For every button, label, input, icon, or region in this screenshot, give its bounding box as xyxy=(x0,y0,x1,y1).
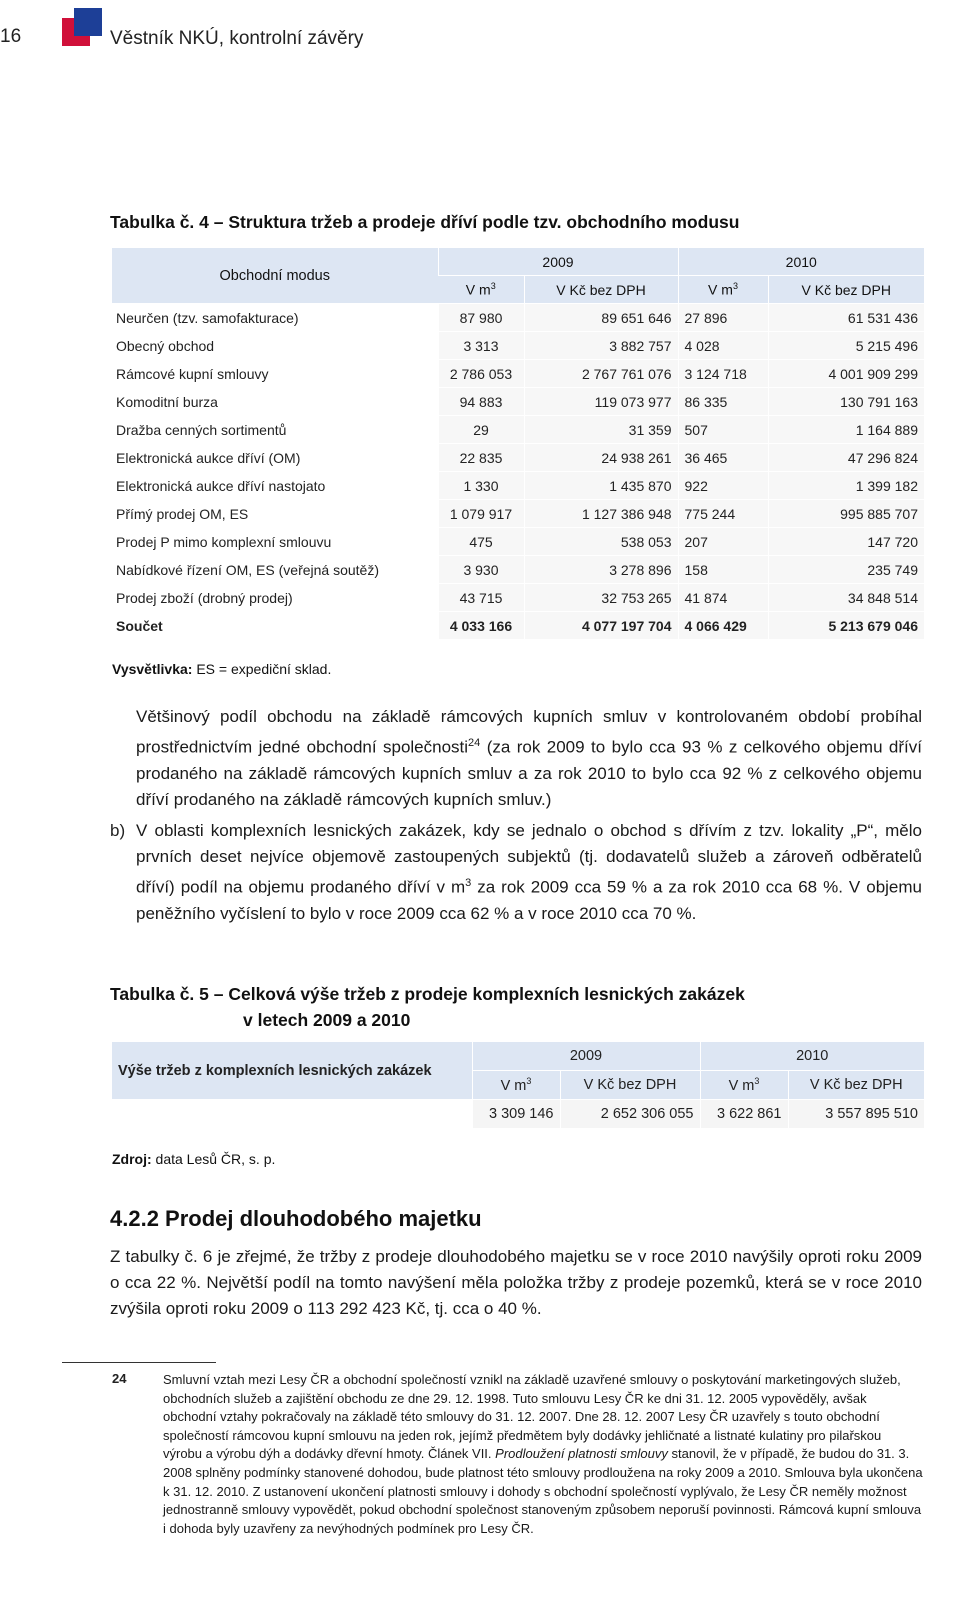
cell-m3-2009: 475 xyxy=(438,528,524,556)
table5-value-row xyxy=(112,1100,924,1129)
nku-logo xyxy=(62,8,102,48)
cell-kc-2009: 24 938 261 xyxy=(524,444,678,472)
row-label: Přímý prodej OM, ES xyxy=(112,500,438,528)
note-text: ES = expediční sklad. xyxy=(192,661,332,677)
row-label: Obecný obchod xyxy=(112,332,438,360)
cell-m3-2009: 3 930 xyxy=(438,556,524,584)
cell-m3-2010: 41 874 xyxy=(678,584,768,612)
footnote-ref-24[interactable]: 24 xyxy=(468,737,481,749)
table-row xyxy=(112,584,924,612)
cell-m3-2009: 43 715 xyxy=(438,584,524,612)
table4-col-kc-2010: V Kč bez DPH xyxy=(768,276,924,304)
total-m3-2009: 4 033 166 xyxy=(438,612,524,640)
cell-kc-2010: 1 164 889 xyxy=(768,416,924,444)
row-label: Prodej zboží (drobný prodej) xyxy=(112,584,438,612)
cell-kc-2010: 4 001 909 299 xyxy=(768,360,924,388)
para1-text-a: Většinový podíl obchodu na základě rámcových kupních smluv v kontrolovaném období probíhal prostřednictvím jedné obchodní společnosti xyxy=(136,707,922,757)
cell-kc-2009: 31 359 xyxy=(524,416,678,444)
running-header: Věstník NKÚ, kontrolní závěry xyxy=(110,28,364,49)
table5-empty-cell xyxy=(112,1100,472,1129)
table5-year1: 2009 xyxy=(472,1042,700,1071)
cell-m3-2009: 1 330 xyxy=(438,472,524,500)
table5-val-kc-2009: 2 652 306 055 xyxy=(560,1100,700,1129)
page-number: 16 xyxy=(0,26,22,47)
cell-kc-2010: 995 885 707 xyxy=(768,500,924,528)
footnote-text-a: Smluvní vztah mezi Lesy ČR a obchodní společností vznikl na základě uzavřené smlouvy o poskytování marketingových služeb, obchodních služeb a zajištění obchodu ze dne 29. 12. 1998. Tuto smlouvu Lesy ČR ke dni 31. 12. 2005 vypověděly, avšak obchodní vztahy pokračovaly na základě této smlouvy do 31. 12. 2007. Dne 28. 12. 2007 Lesy ČR uzavřely s touto obchodní společností rámcovou kupní smlouvu na jeden rok, jejímž předmětem byly dodávky jehličnaté a listnaté kulatiny pro pilařskou výrobu a výrobu dýh a dodávky dřevní hmoty. Článek VII. xyxy=(163,1372,901,1462)
cell-m3-2009: 2 786 053 xyxy=(438,360,524,388)
cell-m3-2010: 4 028 xyxy=(678,332,768,360)
table-total-row xyxy=(112,612,924,640)
table5-val-m3-2010: 3 622 861 xyxy=(700,1100,788,1129)
table5-row-label: Výše tržeb z komplexních lesnických zakázek xyxy=(112,1042,472,1100)
cell-m3-2010: 775 244 xyxy=(678,500,768,528)
cell-m3-2010: 86 335 xyxy=(678,388,768,416)
table-row xyxy=(112,528,924,556)
row-label: Dražba cenných sortimentů xyxy=(112,416,438,444)
cell-kc-2010: 130 791 163 xyxy=(768,388,924,416)
cell-kc-2010: 5 215 496 xyxy=(768,332,924,360)
para2-text-a: V oblasti komplexních lesnických zakázek, kdy se jednalo o obchod s dřívím z tzv. lokality „P“, mělo prvních deset nejvíce objemově zastoupených subjektů (tj. dodavatelů služeb a zároveň odběratelů dříví) podíl na objemu prodaného dříví v m xyxy=(136,821,922,897)
table5-col-m3-2009: V $m^3$ xyxy=(472,1071,560,1100)
footnote-text-b: stanovil, že v případě, že budou do 31. 3. 2008 splněny podmínky stanovené dohodou, bude platnost této smlouvy prodloužena na roky 2009 a 2010. Smlouva byla ukončena k 31. 12. 2010. Z ustanovení ukončení platnosti smlouvy i dohody s obchodní společností vyplývalo, že Lesy ČR neměly možnost jednostranně smlouvy vypovědět, pokud obchodní společnost stanoveným způsobem neporuší povinnosti. Rámcová kupní smlouva i dohoda byly uzavřeny za nevýhodných podmínek pro Lesy ČR. xyxy=(163,1446,923,1536)
cell-m3-2010: 158 xyxy=(678,556,768,584)
table-row xyxy=(112,444,924,472)
cell-kc-2010: 235 749 xyxy=(768,556,924,584)
cell-kc-2009: 3 882 757 xyxy=(524,332,678,360)
total-label: Součet xyxy=(112,612,438,640)
section-paragraph: Z tabulky č. 6 je zřejmé, že tržby z prodeje dlouhodobého majetku se v roce 2010 navýšily oproti roku 2009 o cca 22 %. Největší podíl na tomto navýšení měla položka tržby z prodeje pozemků, která se v roce 2010 zvýšila oproti roku 2009 o 113 292 423 Kč, tj. cca o 40 %. xyxy=(110,1247,922,1318)
cell-m3-2009: 94 883 xyxy=(438,388,524,416)
table4 xyxy=(112,248,924,640)
cell-m3-2009: 1 079 917 xyxy=(438,500,524,528)
cell-m3-2009: 29 xyxy=(438,416,524,444)
table5-year2: 2010 xyxy=(700,1042,924,1071)
row-label: Rámcové kupní smlouvy xyxy=(112,360,438,388)
cell-m3-2010: 922 xyxy=(678,472,768,500)
para2-sup: 3 xyxy=(465,877,472,889)
para1-text-b: (za rok 2009 to bylo cca 93 % z celkového objemu dříví prodaného na základě rámcových kupních smluv a za rok 2010 to bylo cca 92 % z celkového objemu dříví prodaného na základě rámcových kupních smluv.) xyxy=(136,737,922,809)
cell-m3-2010: 507 xyxy=(678,416,768,444)
cell-m3-2010: 3 124 718 xyxy=(678,360,768,388)
section-heading: 4.2.2 Prodej dlouhodobého majetku xyxy=(110,1206,482,1231)
row-label: Elektronická aukce dříví (OM) xyxy=(112,444,438,472)
cell-kc-2009: 119 073 977 xyxy=(524,388,678,416)
row-label: Neurčen (tzv. samofakturace) xyxy=(112,304,438,332)
cell-m3-2010: 27 896 xyxy=(678,304,768,332)
total-m3-2010: 4 066 429 xyxy=(678,612,768,640)
table-row xyxy=(112,360,924,388)
cell-kc-2010: 47 296 824 xyxy=(768,444,924,472)
total-kc-2009: 4 077 197 704 xyxy=(524,612,678,640)
cell-m3-2009: 22 835 xyxy=(438,444,524,472)
table5-caption-line1: Tabulka č. 5 – Celková výše tržeb z prodeje komplexních lesnických zakázek xyxy=(110,984,745,1004)
table4-col-kc-2009: V Kč bez DPH xyxy=(524,276,678,304)
table-row xyxy=(112,416,924,444)
table4-col-m3-2010: V $m^3$ xyxy=(678,276,768,304)
para2-text-b: za rok 2009 cca 59 % a za rok 2010 cca 68 %. V objemu peněžního vyčíslení to bylo v roce 2009 cca 62 % a v roce 2010 cca 70 %. xyxy=(136,877,922,923)
table5-val-m3-2009: 3 309 146 xyxy=(472,1100,560,1129)
table4-header-year2: 2010 xyxy=(678,248,924,276)
footnote-number: 24 xyxy=(112,1371,127,1386)
table4-header-year1: 2009 xyxy=(438,248,678,276)
row-label: Prodej P mimo komplexní smlouvu xyxy=(112,528,438,556)
cell-m3-2010: 36 465 xyxy=(678,444,768,472)
cell-kc-2009: 538 053 xyxy=(524,528,678,556)
cell-kc-2010: 1 399 182 xyxy=(768,472,924,500)
table5-col-m3-2010: V $m^3$ xyxy=(700,1071,788,1100)
cell-kc-2009: 2 767 761 076 xyxy=(524,360,678,388)
table4-header-mode: Obchodní modus xyxy=(112,248,438,304)
paragraph-majority-share xyxy=(136,704,922,813)
table4-year-header-row xyxy=(112,248,924,276)
cell-kc-2010: 147 720 xyxy=(768,528,924,556)
table5-year-row xyxy=(112,1042,924,1071)
table5-source xyxy=(112,1151,275,1167)
cell-kc-2009: 89 651 646 xyxy=(524,304,678,332)
source-text: data Lesů ČR, s. p. xyxy=(151,1151,276,1167)
table4-col-m3-2009: V $m^3$ xyxy=(438,276,524,304)
cell-kc-2009: 1 127 386 948 xyxy=(524,500,678,528)
cell-kc-2009: 1 435 870 xyxy=(524,472,678,500)
footnote-text-italic: Prodloužení platnosti smlouvy xyxy=(495,1446,668,1462)
cell-m3-2009: 87 980 xyxy=(438,304,524,332)
cell-m3-2010: 207 xyxy=(678,528,768,556)
footnote-text xyxy=(163,1371,923,1538)
row-label: Elektronická aukce dříví nastojato xyxy=(112,472,438,500)
table4-note xyxy=(112,661,331,677)
row-label: Komoditní burza xyxy=(112,388,438,416)
paragraph-complex-contracts xyxy=(136,818,922,927)
cell-kc-2010: 61 531 436 xyxy=(768,304,924,332)
cell-m3-2009: 3 313 xyxy=(438,332,524,360)
source-label: Zdroj: xyxy=(112,1151,152,1167)
table5 xyxy=(112,1042,924,1129)
cell-kc-2010: 34 848 514 xyxy=(768,584,924,612)
table5-col-kc-2010: V Kč bez DPH xyxy=(788,1071,924,1100)
table-row xyxy=(112,304,924,332)
cell-kc-2009: 32 753 265 xyxy=(524,584,678,612)
table-row xyxy=(112,388,924,416)
table4-caption: Tabulka č. 4 – Struktura tržeb a prodeje dříví podle tzv. obchodního modusu xyxy=(110,212,740,232)
table5-col-kc-2009: V Kč bez DPH xyxy=(560,1071,700,1100)
table-row xyxy=(112,332,924,360)
table-row xyxy=(112,500,924,528)
table-row xyxy=(112,556,924,584)
note-label: Vysvětlivka: xyxy=(112,661,193,677)
cell-kc-2009: 3 278 896 xyxy=(524,556,678,584)
logo-blue-square xyxy=(74,8,102,36)
list-marker-b: b) xyxy=(110,821,126,840)
table5-caption-line2: v letech 2009 a 2010 xyxy=(243,1010,411,1030)
table-row xyxy=(112,472,924,500)
table5-val-kc-2010: 3 557 895 510 xyxy=(788,1100,924,1129)
footnote-separator xyxy=(62,1362,216,1363)
row-label: Nabídkové řízení OM, ES (veřejná soutěž) xyxy=(112,556,438,584)
total-kc-2010: 5 213 679 046 xyxy=(768,612,924,640)
